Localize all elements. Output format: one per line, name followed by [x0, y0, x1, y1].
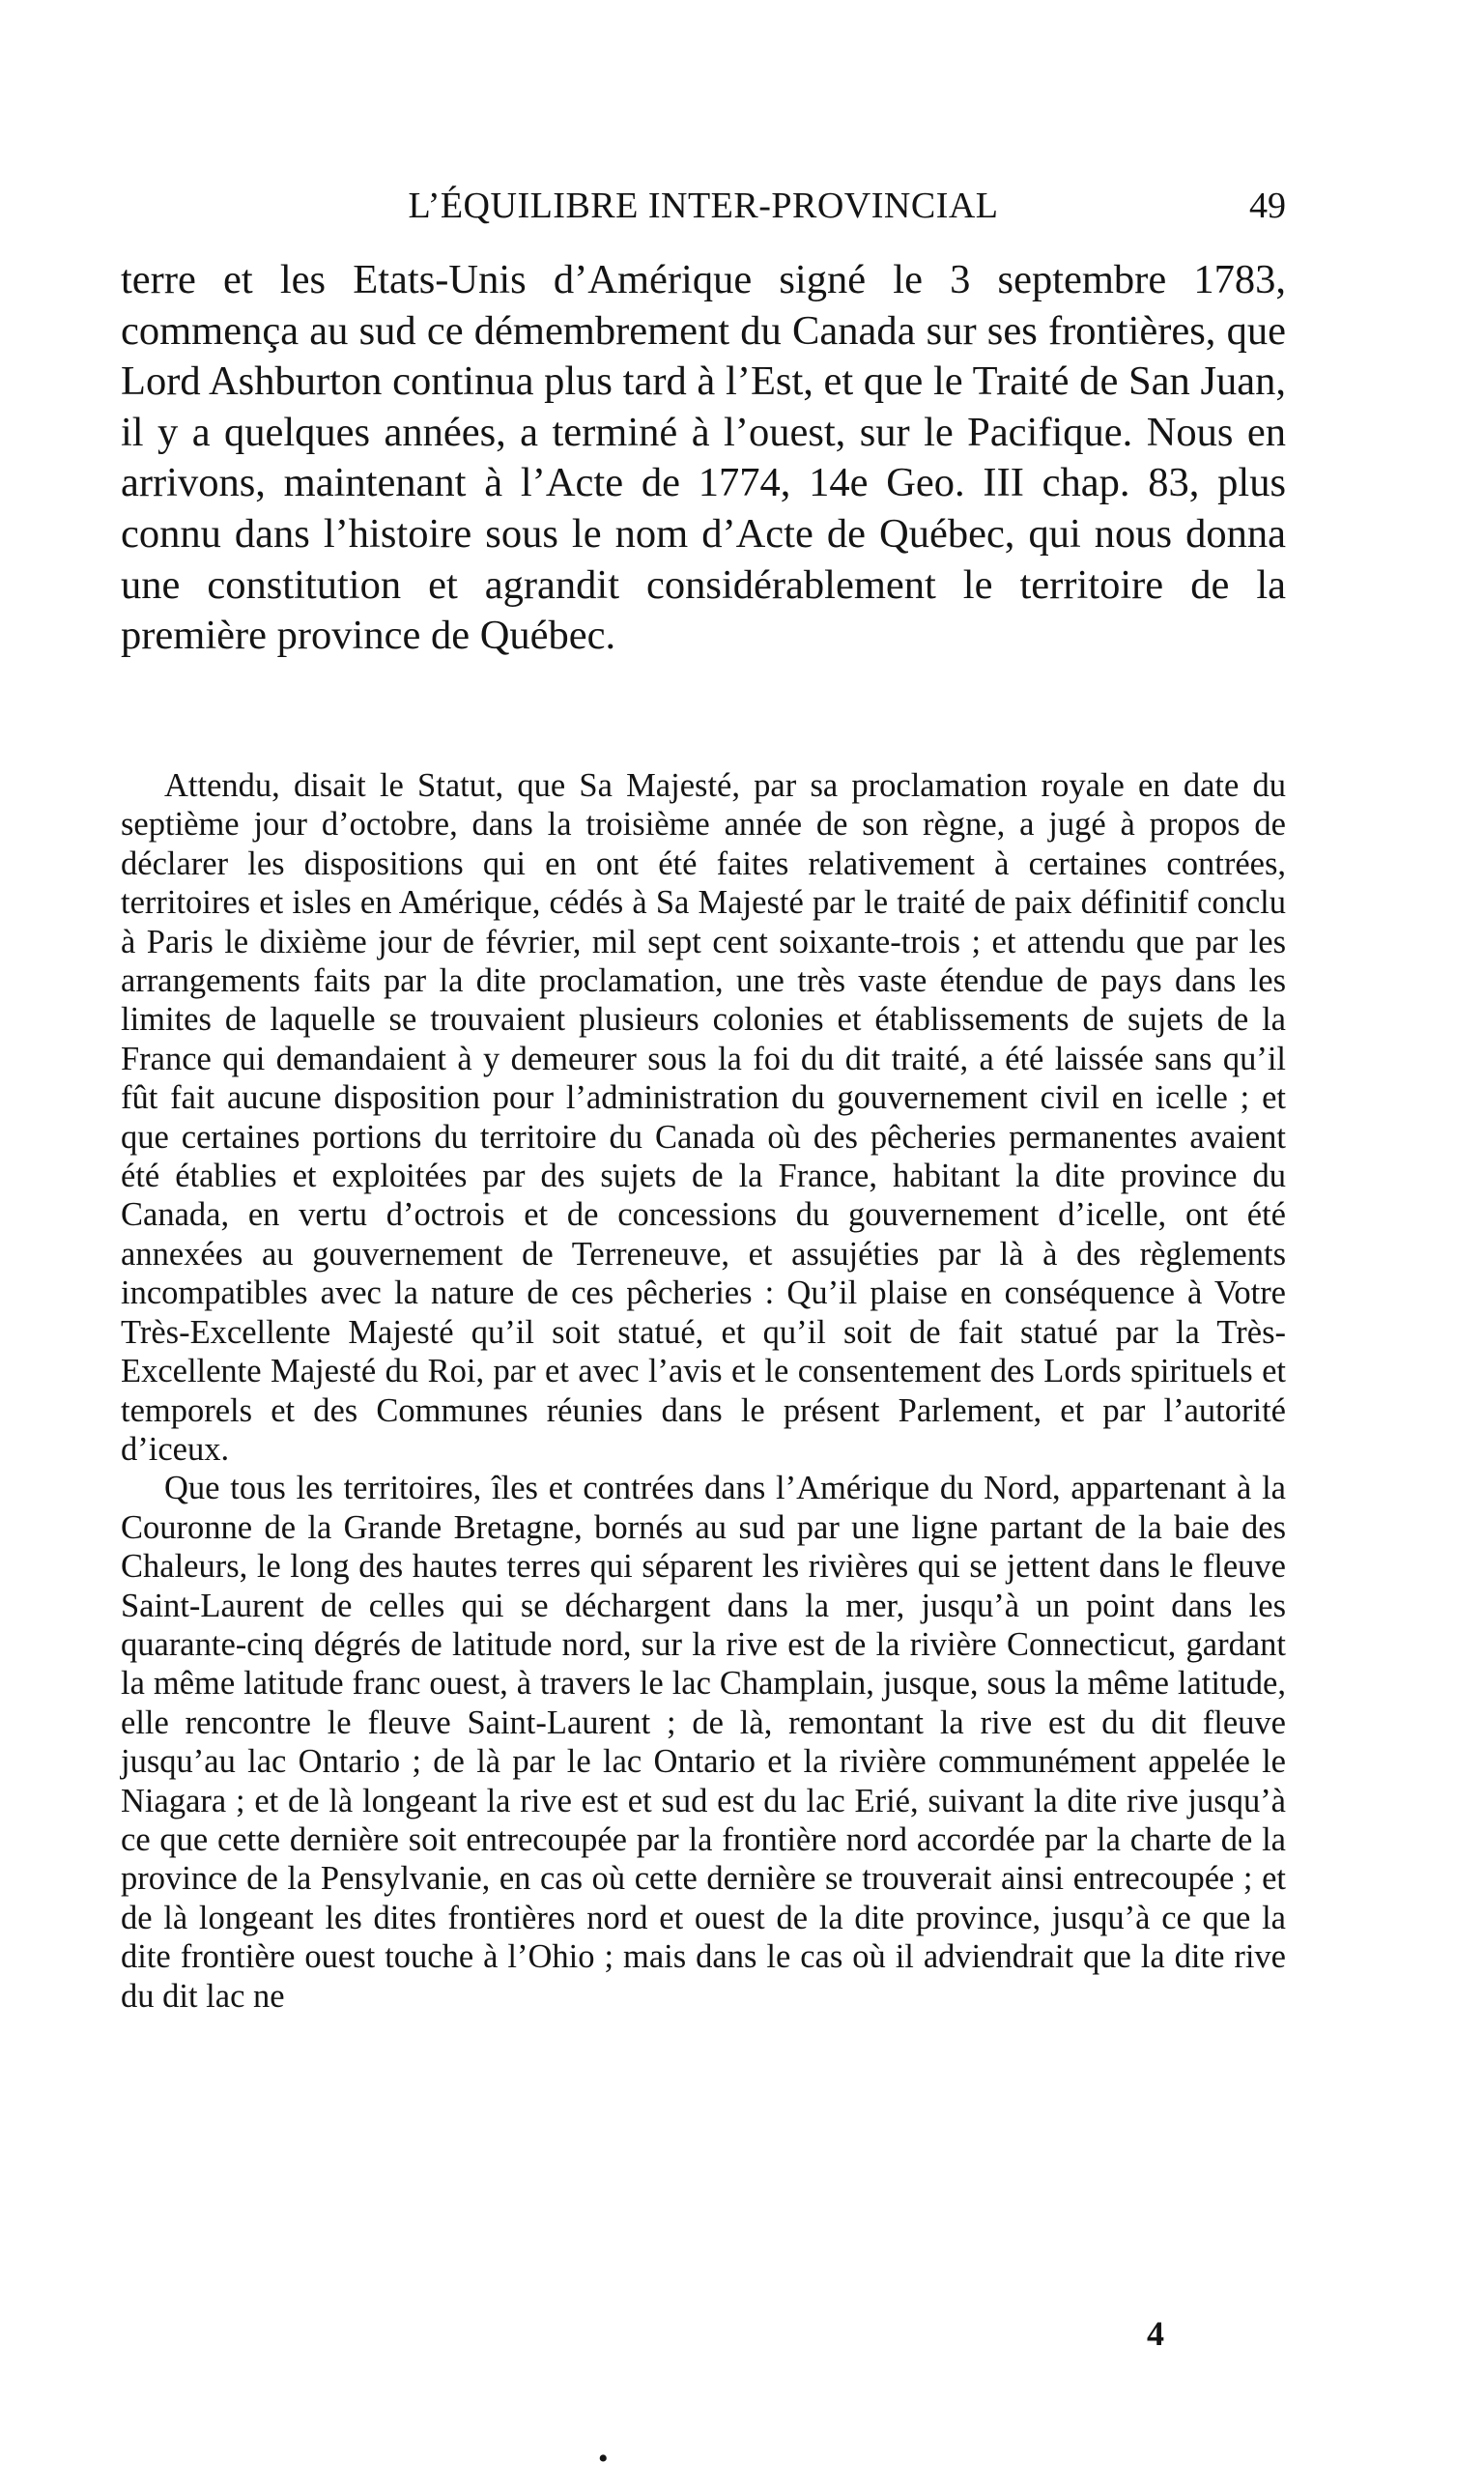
signature-mark: 4	[1147, 2314, 1164, 2353]
page-number: 49	[1249, 186, 1286, 226]
running-head	[121, 182, 1286, 230]
footer-mark: •	[598, 2443, 609, 2475]
statute-quotation	[121, 766, 1286, 2016]
running-title: L’ÉQUILIBRE INTER-PROVINCIAL	[408, 186, 999, 226]
quote-paragraph: Attendu, disait le Statut, que Sa Majesté, par sa proclamation royale en date du septième jour d’octobre, dans la troisième année de son règne, a jugé à propos de déclarer les dispositions qui en ont été faites relativement à certaines contrées, territoires et isles en Amérique, cédés à Sa Majesté par le traité de paix définitif conclu à Paris le dixième jour de février, mil sept cent soixante-trois ; et attendu que par les arrangements faits par la dite proclamation, une très vaste étendue de pays dans les limites de laquelle se trouvaient plusieurs colonies et établissements de sujets de la France qui demandaient à y demeurer sous la foi du dit traité, a été laissée sans qu’il fût fait aucune disposition pour l’administration du gouvernement civil en icelle ; et que certaines portions du territoire du Canada où des pêcheries permanentes avaient été établies et exploitées par des sujets de la France, habitant la dite province du Canada, en vertu d’octrois et de concessions du gouvernement d’icelle, ont été annexées au gouvernement de Terreneuve, et assujéties par là à des règlements incompatibles avec la nature de ces pêcheries : Qu’il plaise en conséquence à Votre Très-Excellente Majesté qu’il soit statué, et qu’il soit de fait statué par la Très-Excellente Majesté du Roi, par et avec l’avis et le consentement des Lords spirituels et temporels et des Communes réunies dans le présent Parlement, et par l’autorité d’iceux.	[121, 767, 1286, 1468]
body-paragraph: terre et les Etats-Unis d’Amérique signé le 3 septembre 1783, commença au sud ce démembrement du Canada sur ses frontières, que Lord Ashburton continua plus tard à l’Est, et que le Traité de San Juan, il y a quelques années, a terminé à l’ouest, sur le Pacifique. Nous en arrivons, maintenant à l’Acte de 1774, 14e Geo. III chap. 83, plus connu dans l’histoire sous le nom d’Acte de Québec, qui nous donna une constitution et agrandit considérablement le territoire de la première province de Québec.	[121, 257, 1286, 659]
quote-paragraph: Que tous les territoires, îles et contrées dans l’Amérique du Nord, appartenant à la Couronne de la Grande Bretagne, bornés au sud par une ligne partant de la baie des Chaleurs, le long des hautes terres qui séparent les rivières qui se jettent dans le fleuve Saint-Laurent de celles qui se déchargent dans la mer, jusqu’à un point dans les quarante-cinq dégrés de latitude nord, sur la rive est de la rivière Connecticut, gardant la même latitude franc ouest, à travers le lac Champlain, jusque, sous la même latitude, elle rencontre le fleuve Saint-Laurent ; de là, remontant la rive est du dit fleuve jusqu’au lac Ontario ; de là par le lac Ontario et la rivière communément appelée le Niagara ; et de là longeant la rive est et sud est du lac Erié, suivant la dite rive jusqu’à ce que cette dernière soit entrecoupée par la frontière nord accordée par la charte de la province de la Pensylvanie, en cas où cette dernière se trouverait ainsi entrecoupée ; et de là longeant les dites frontières nord et ouest de la dite province, jusqu’à ce que la dite frontière ouest touche à l’Ohio ; mais dans le cas où il adviendrait que la dite rive du dit lac ne	[121, 1470, 1286, 2015]
